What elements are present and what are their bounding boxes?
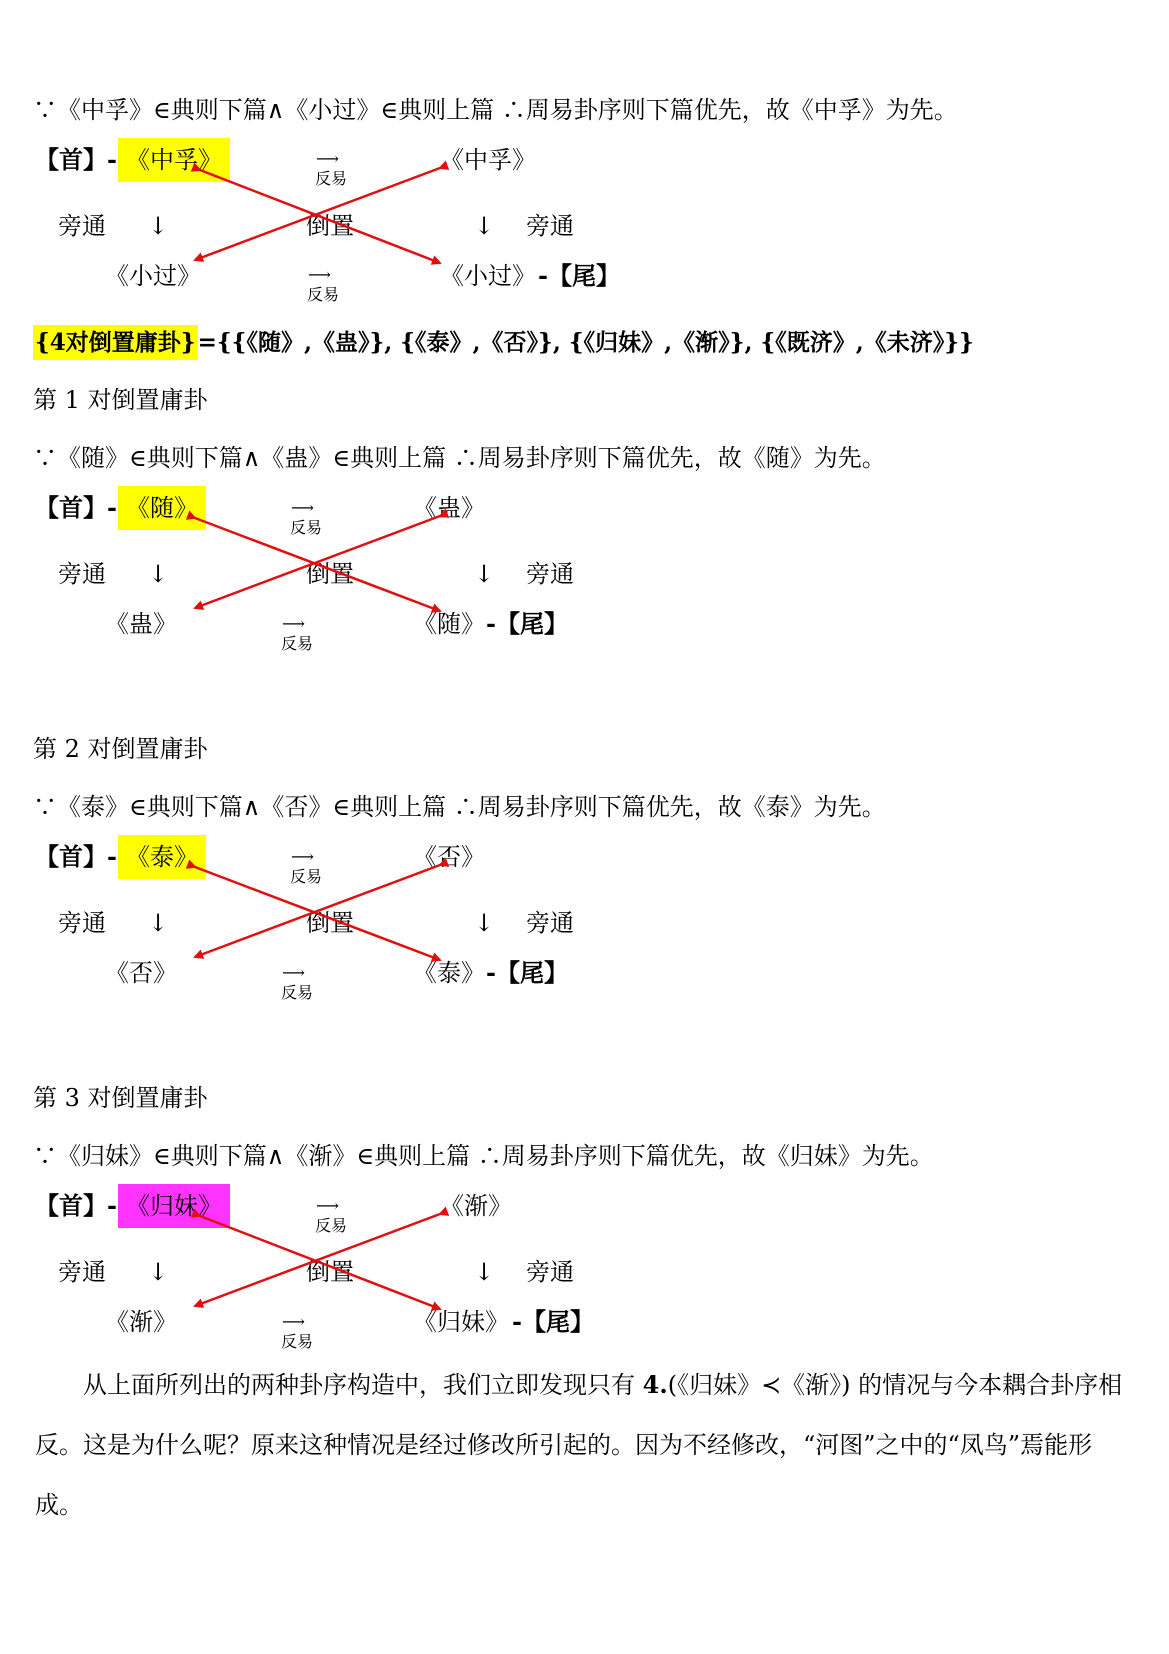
paragraph-after: (《归妹》≺《渐》) 的情况与今本耦合卦序相反。这是为什么呢？原来这种情况是经过修改所引起的。因为不经修改，“河图”之中的“凤鸟”焉能形成。 (35, 1371, 1123, 1519)
pangtong-right: 旁通 (526, 560, 574, 588)
second-hexagram-bottom: 《小过》 (105, 262, 201, 290)
cross-arrow (195, 518, 440, 611)
fanyi-bottom: 反易 (281, 1332, 314, 1351)
down-arrow-right: ↓ (474, 212, 495, 240)
arrow-top: ⟶ (316, 149, 339, 168)
daozhi-label: 倒置 (306, 909, 354, 937)
summary-highlight: {4对倒置庸卦} (33, 325, 198, 360)
cross-arrow (200, 1216, 440, 1309)
fanyi-bottom: 反易 (281, 983, 314, 1002)
cross-arrow (195, 516, 440, 608)
paragraph-bold: 4. (642, 1370, 668, 1399)
diagram-3-arrows (195, 1214, 440, 1309)
tail-label: -【尾】 (512, 1307, 594, 1336)
pangtong-left: 旁通 (58, 1258, 106, 1286)
head-label: 【首】- (35, 1191, 117, 1220)
cross-arrow (195, 865, 440, 957)
second-hexagram-top: 《中孚》 (440, 146, 536, 174)
arrow-top: ⟶ (316, 1196, 339, 1215)
fanyi-top: 反易 (290, 867, 323, 886)
first-hexagram-bottom: 《归妹》 (413, 1308, 509, 1336)
first-hexagram-highlight: 《中孚》 (118, 138, 230, 182)
diagram-2-arrows (195, 865, 440, 960)
second-hexagram-bottom: 《渐》 (105, 1308, 177, 1336)
daozhi-label: 倒置 (306, 1258, 354, 1286)
head-label: 【首】- (35, 145, 117, 174)
section-3-reason: ∵《归妹》∈典则下篇∧《渐》∈典则上篇 ∴周易卦序则下篇优先，故《归妹》为先。 (33, 1142, 934, 1170)
down-arrow-right: ↓ (474, 1258, 495, 1286)
second-hexagram-top: 《否》 (413, 843, 485, 871)
fanyi-bottom: 反易 (307, 285, 340, 304)
section-3-title: 第 3 对倒置庸卦 (33, 1084, 208, 1112)
pangtong-left: 旁通 (58, 212, 106, 240)
fanyi-top: 反易 (315, 1216, 348, 1235)
down-arrow-left: ↓ (148, 560, 169, 588)
section-2-title: 第 2 对倒置庸卦 (33, 735, 208, 763)
down-arrow-left: ↓ (148, 909, 169, 937)
arrow-top: ⟶ (291, 498, 314, 517)
pangtong-right: 旁通 (526, 1258, 574, 1286)
second-hexagram-top: 《蛊》 (413, 494, 485, 522)
tail-label: -【尾】 (486, 958, 568, 987)
pangtong-right: 旁通 (526, 909, 574, 937)
first-hexagram-bottom: 《泰》 (413, 959, 485, 987)
down-arrow-left: ↓ (148, 212, 169, 240)
arrow-bottom: ⟶ (282, 963, 305, 982)
pangtong-left: 旁通 (58, 909, 106, 937)
arrow-bottom: ⟶ (282, 614, 305, 633)
fanyi-bottom: 反易 (281, 634, 314, 653)
diagram-1-arrows (195, 516, 440, 611)
down-arrow-right: ↓ (474, 909, 495, 937)
first-hexagram-highlight: 《随》 (118, 486, 206, 530)
arrow-bottom: ⟶ (282, 1312, 305, 1331)
first-hexagram-highlight: 《泰》 (118, 835, 206, 879)
fanyi-top: 反易 (290, 518, 323, 537)
head-label: 【首】- (35, 493, 117, 522)
summary-rest: ={{《随》,《蛊》}, {《泰》,《否》}, {《归妹》,《渐》}, {《既济》,《未济》}} (197, 329, 974, 356)
first-hexagram-bottom: 《小过》 (440, 262, 536, 290)
head-label: 【首】- (35, 842, 117, 871)
section-1-reason: ∵《随》∈典则下篇∧《蛊》∈典则上篇 ∴周易卦序则下篇优先，故《随》为先。 (33, 444, 886, 472)
fanyi-top: 反易 (315, 169, 348, 188)
tail-label: -【尾】 (538, 261, 620, 290)
section-2-reason: ∵《泰》∈典则下篇∧《否》∈典则上篇 ∴周易卦序则下篇优先，故《泰》为先。 (33, 793, 886, 821)
down-arrow-left: ↓ (148, 1258, 169, 1286)
arrow-top: ⟶ (291, 847, 314, 866)
pangtong-right: 旁通 (526, 212, 574, 240)
second-hexagram-top: 《渐》 (440, 1192, 512, 1220)
intro-line: ∵《中孚》∈典则下篇∧《小过》∈典则上篇 ∴周易卦序则下篇优先，故《中孚》为先。 (33, 96, 958, 124)
daozhi-label: 倒置 (306, 212, 354, 240)
arrow-bottom: ⟶ (308, 265, 331, 284)
down-arrow-right: ↓ (474, 560, 495, 588)
second-hexagram-bottom: 《否》 (105, 959, 177, 987)
cross-arrow (195, 867, 440, 960)
section-1-title: 第 1 对倒置庸卦 (33, 386, 208, 414)
second-hexagram-bottom: 《蛊》 (105, 610, 177, 638)
first-hexagram-highlight: 《归妹》 (118, 1184, 230, 1228)
daozhi-label: 倒置 (306, 560, 354, 588)
first-hexagram-bottom: 《随》 (413, 610, 485, 638)
paragraph-before: 从上面所列出的两种卦序构造中，我们立即发现只有 (83, 1371, 643, 1399)
diagram-0-arrows (195, 168, 440, 263)
tail-label: -【尾】 (486, 609, 568, 638)
pangtong-left: 旁通 (58, 560, 106, 588)
cross-arrow (200, 170, 440, 263)
